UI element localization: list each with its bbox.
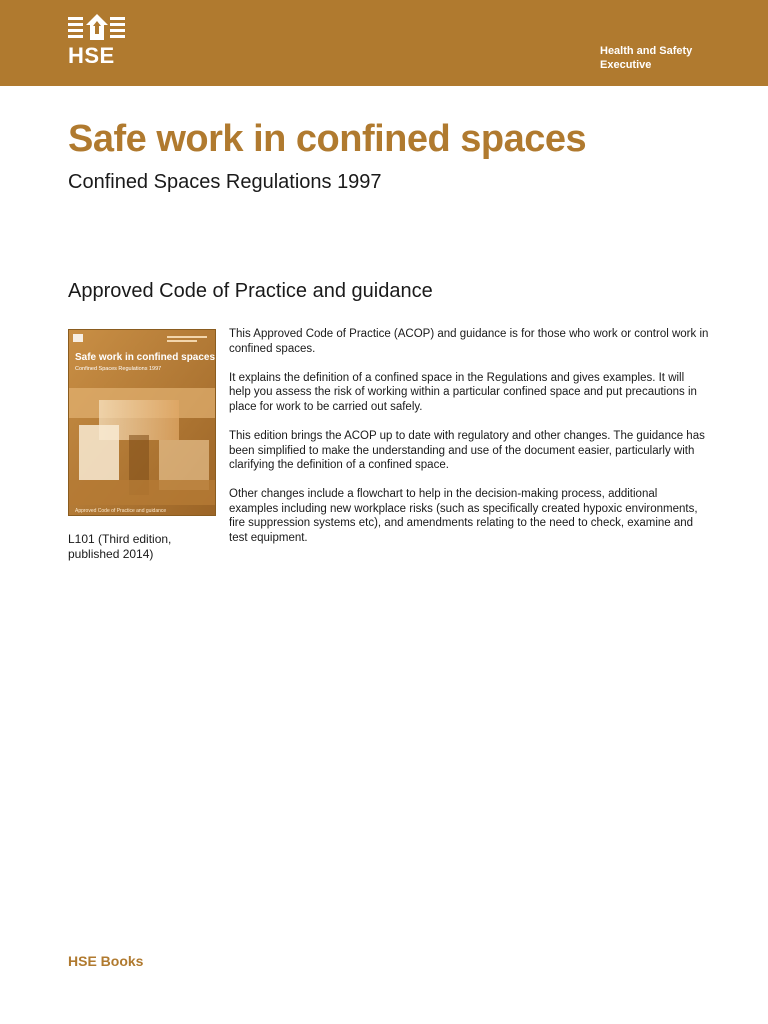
- section-heading: Approved Code of Practice and guidance: [68, 280, 433, 302]
- paragraph-2: It explains the definition of a confined space in the Regulations and gives examples. It will help you assess the risk of working within a particular confined space and put precautions in place for work to be carried out safely.: [229, 371, 697, 413]
- agency-name-line1: Health and Safety: [600, 45, 693, 57]
- hse-house-icon: [68, 14, 126, 44]
- document-subtitle: Confined Spaces Regulations 1997: [68, 171, 382, 193]
- cover-footer: Approved Code of Practice and guidance: [75, 508, 167, 514]
- paragraph-3: This edition brings the ACOP up to date with regulatory and other changes. The guidance has been simplified to make the understanding and use of the document easier, particularly with clarifying the definition of a confined space.: [229, 429, 705, 472]
- document-title: Safe work in confined spaces: [68, 118, 587, 160]
- cover-caption: [68, 532, 218, 562]
- cover-title: Safe work in confined spaces: [75, 352, 216, 363]
- cover-caption-line2: published 2014): [68, 547, 154, 561]
- cover-caption-line1: L101 (Third edition,: [68, 532, 172, 546]
- agency-name: [600, 44, 740, 72]
- cover-thumbnail: [68, 329, 216, 516]
- cover-subtitle: Confined Spaces Regulations 1997: [75, 366, 162, 372]
- description-body: [229, 327, 709, 560]
- cover-image: [69, 330, 216, 516]
- paragraph-1: This Approved Code of Practice (ACOP) and guidance is for those who work or control work in confined spaces.: [229, 328, 709, 355]
- publisher-footer: HSE Books: [68, 953, 144, 969]
- header-banner: [0, 0, 768, 86]
- hse-logo-text: HSE: [68, 43, 115, 68]
- paragraph-4: Other changes include a flowchart to help in the decision-making process, additional examples including new workplace risks (such as specifically created hypoxic environments, fire suppression systems etc), and amendments relating to the need to check, examine and test equipment.: [229, 488, 698, 545]
- agency-name-line2: Executive: [600, 59, 652, 71]
